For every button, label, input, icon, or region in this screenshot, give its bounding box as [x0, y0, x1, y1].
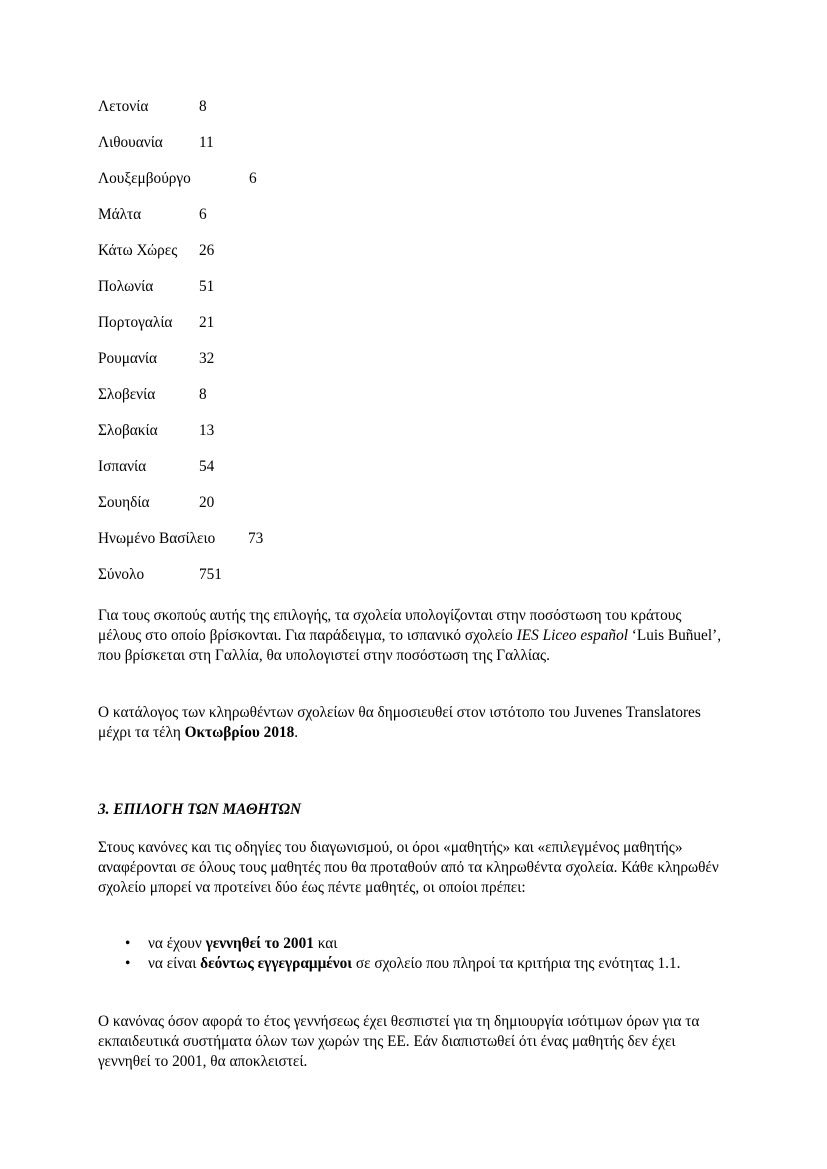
birth-year-rule-paragraph: Ο κανόνας όσον αφορά το έτος γεννήσεως έχει θεσπιστεί για τη δημιουργία ισότιμων όρων για τα εκπαιδευτικά συστήματα όλων των χωρών της ΕΕ. Εάν διαπιστωθεί ότι ένας μαθητής δεν έχει γεννηθεί το 2001, θα αποκλειστεί.	[98, 1013, 700, 1070]
country-name: Σουηδία	[98, 494, 150, 511]
list-item-bold: δεόντως εγγεγραμμένοι	[200, 955, 353, 972]
list-item	[98, 934, 728, 954]
country-quota: 8	[199, 386, 207, 403]
country-name: Ηνωμένο Βασίλειο	[98, 530, 216, 547]
school-name-italic: IES Liceo español	[516, 627, 628, 644]
country-name: Ρουμανία	[98, 350, 157, 367]
list-item-text: και	[313, 935, 338, 952]
country-quota: 13	[199, 422, 215, 439]
bullet-icon: •	[125, 935, 131, 952]
country-name: Λετονία	[98, 98, 149, 115]
list-item-text: σε σχολείο που πληροί τα κριτήρια της ενότητας 1.1.	[352, 955, 681, 972]
student-definition-paragraph: Στους κανόνες και τις οδηγίες του διαγωνισμού, οι όροι «μαθητής» και «επιλεγμένος μαθητής» αναφέρονται σε όλους τους μαθητές που θα προταθούν από τα κληρωθέντα σχολεία. Κάθε κληρωθέν σχολείο μπορεί να προτείνει δύο έως πέντε μαθητές, οι οποίοι πρέπει:	[98, 839, 719, 896]
country-name: Ισπανία	[98, 458, 147, 475]
list-item	[98, 954, 728, 974]
country-quota: 26	[199, 242, 215, 259]
publication-paragraph	[98, 703, 728, 743]
bullet-icon: •	[125, 955, 131, 972]
country-quota: 20	[199, 494, 215, 511]
country-quota: 11	[199, 134, 214, 151]
country-quota: 73	[248, 530, 264, 547]
paragraph-text: Για τους σκοπούς αυτής της επιλογής, τα σχολεία υπολογίζονται στην ποσόστωση του κράτους μέλους στο οποίο βρίσκονται. Για παράδειγμα, το ισπανικό σχολείο	[98, 607, 682, 644]
country-name: Πολωνία	[98, 278, 154, 295]
country-name: Σλοβακία	[98, 422, 158, 439]
country-quota: 8	[199, 98, 207, 115]
country-name: Πορτογαλία	[98, 314, 173, 331]
paragraph-text: Ο κατάλογος των κληρωθέντων σχολείων θα δημοσιευθεί στον ιστότοπο του Juvenes Translatores μέχρι τα τέλη	[98, 704, 701, 741]
list-item-text: να έχουν	[148, 935, 206, 952]
list-item-text: να είναι	[148, 955, 201, 972]
country-quota: 54	[199, 458, 215, 475]
section-heading: 3. ΕΠΙΛΟΓΗ ΤΩΝ ΜΑΘΗΤΩΝ	[98, 801, 302, 818]
country-quota: 21	[199, 314, 215, 331]
country-quota: 6	[249, 170, 257, 187]
country-quota: 6	[199, 206, 207, 223]
deadline-bold: Οκτωβρίου 2018	[184, 724, 295, 741]
country-name: Λουξεμβούργο	[98, 170, 191, 187]
country-name: Σλοβενία	[98, 386, 156, 403]
requirements-list	[98, 934, 728, 974]
country-quota: 51	[199, 278, 215, 295]
country-name: Κάτω Χώρες	[98, 242, 178, 259]
total-value: 751	[199, 566, 222, 583]
country-name: Λιθουανία	[98, 134, 163, 151]
paragraph-text: .	[294, 724, 299, 741]
paragraph-text: ‘Luis Buñuel’, που βρίσκεται στη Γαλλία, θα υπολογιστεί στην ποσόστωση της Γαλλίας.	[98, 627, 722, 664]
quota-explanation-paragraph	[98, 606, 728, 666]
list-item-bold: γεννηθεί το 2001	[205, 935, 314, 952]
country-quota: 32	[199, 350, 215, 367]
total-label: Σύνολο	[98, 566, 145, 583]
country-name: Μάλτα	[98, 206, 142, 223]
